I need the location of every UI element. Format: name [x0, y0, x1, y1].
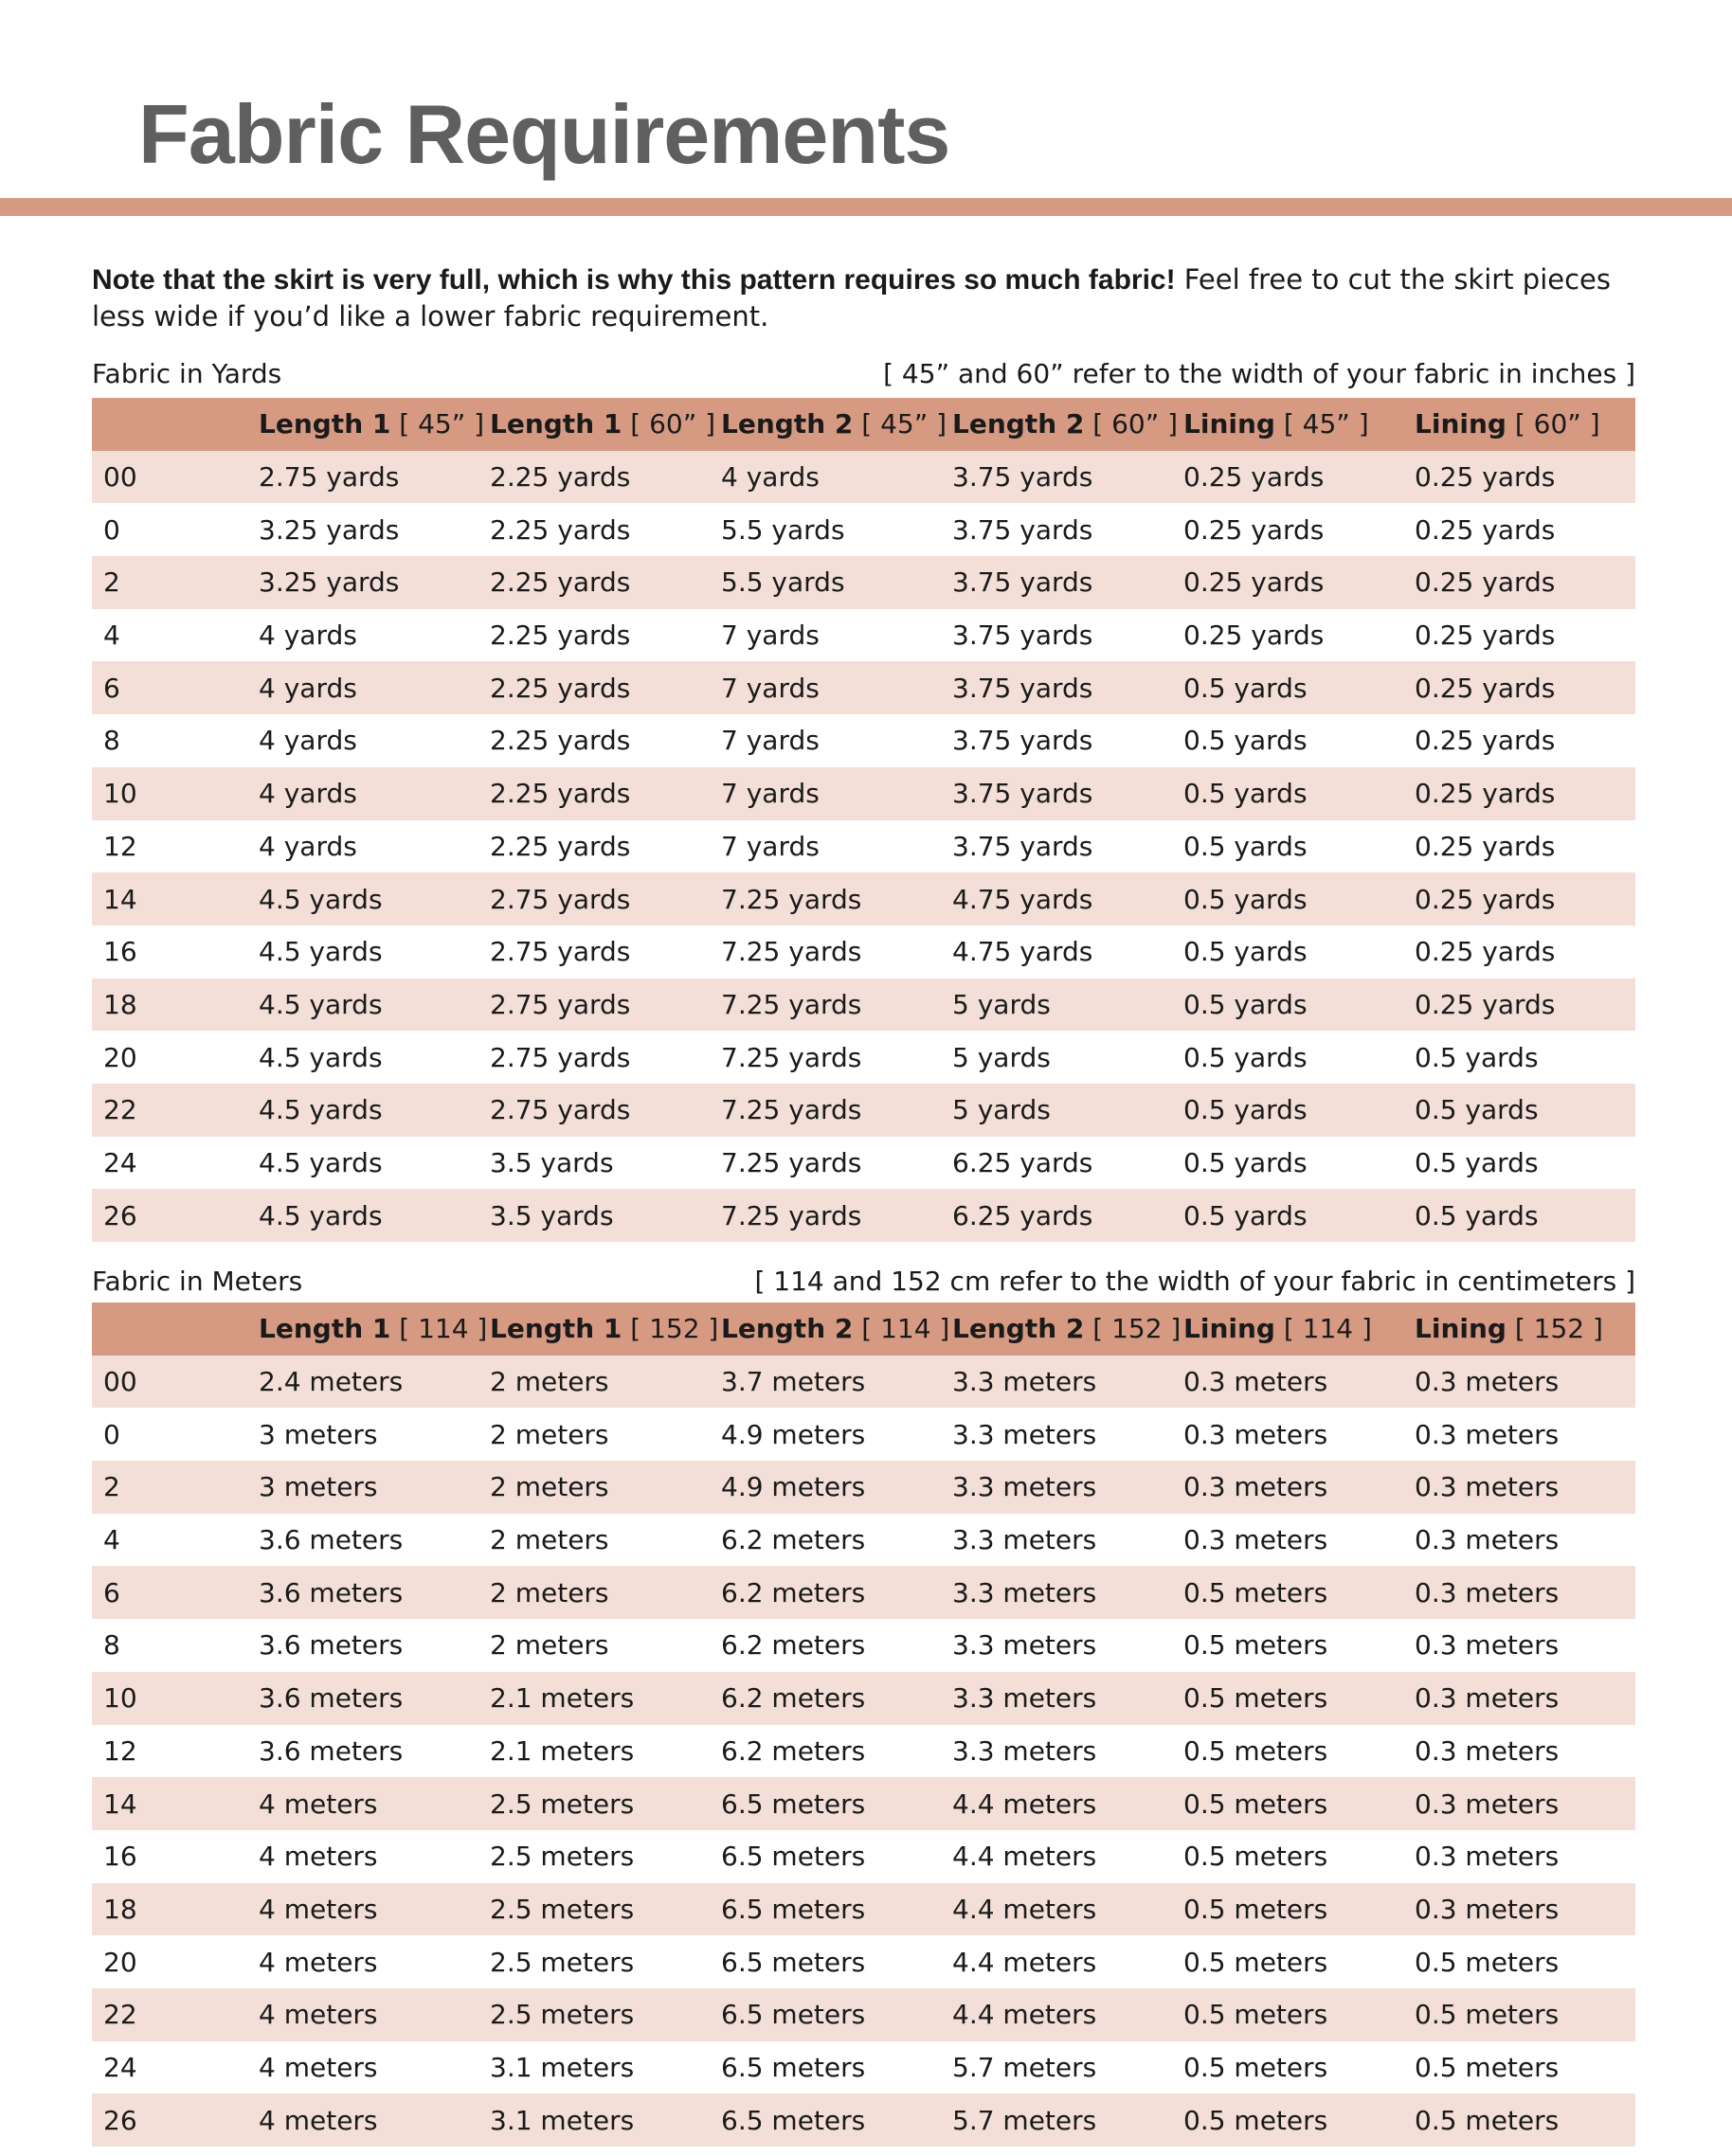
- table-row: [92, 979, 1635, 1032]
- size-cell: 8: [103, 1629, 120, 1662]
- column-header-label: Lining: [1415, 1313, 1506, 1345]
- table-cell: 4 meters: [259, 1841, 378, 1873]
- table-cell: 4.5 yards: [259, 936, 383, 968]
- yards-caption-title: Fabric in Yards: [92, 357, 282, 389]
- table-cell: 0.25 yards: [1415, 725, 1556, 757]
- table-cell: 2.4 meters: [259, 1366, 404, 1398]
- table-cell: 3.25 yards: [259, 513, 400, 546]
- page-title: Fabric Requirements: [138, 87, 950, 181]
- table-cell: 0.5 meters: [1415, 2051, 1560, 2083]
- table-cell: 0.3 meters: [1415, 1682, 1560, 1715]
- table-cell: 2 meters: [490, 1524, 609, 1556]
- table-cell: 2 meters: [490, 1418, 609, 1450]
- column-header-width: [ 114 ]: [1274, 1313, 1372, 1345]
- table-row: [92, 1408, 1635, 1461]
- column-header: [1183, 398, 1415, 451]
- fabric-note: [92, 261, 1646, 334]
- table-row: [92, 1461, 1635, 1514]
- table-cell: 0.25 yards: [1415, 830, 1556, 862]
- table-cell: 6.5 meters: [721, 1788, 866, 1820]
- table-cell: 5.5 yards: [721, 566, 845, 599]
- table-cell: 2 meters: [490, 1471, 609, 1503]
- table-cell: 4.4 meters: [952, 1893, 1097, 1925]
- size-cell: 12: [103, 830, 137, 862]
- table-cell: 0.25 yards: [1415, 513, 1556, 546]
- column-header: [721, 1303, 952, 1356]
- size-cell: 14: [103, 883, 137, 915]
- table-cell: 2.25 yards: [490, 566, 631, 599]
- table-cell: 0.3 meters: [1415, 1734, 1560, 1767]
- table-cell: 0.5 meters: [1183, 1841, 1328, 1873]
- fabric-note-text: Feel free to cut the skirt pieces less wide if you’d like a lower fabric requirement.: [92, 263, 1611, 332]
- table-row: [92, 820, 1635, 873]
- table-cell: 3.75 yards: [952, 566, 1093, 599]
- column-header-label: Length 1: [490, 408, 622, 440]
- size-cell: 20: [103, 1946, 137, 1978]
- table-cell: 2.25 yards: [490, 830, 631, 862]
- table-cell: 4 yards: [259, 830, 357, 862]
- size-cell: 8: [103, 725, 120, 757]
- table-cell: 3.75 yards: [952, 513, 1093, 546]
- table-cell: 2.1 meters: [490, 1682, 635, 1715]
- table-row: [92, 1189, 1635, 1242]
- table-cell: 0.25 yards: [1415, 988, 1556, 1020]
- table-cell: 0.3 meters: [1415, 1841, 1560, 1873]
- table-cell: 4.9 meters: [721, 1418, 866, 1450]
- table-cell: 3.3 meters: [952, 1682, 1097, 1715]
- table-row: [92, 2041, 1635, 2094]
- table-cell: 0.5 yards: [1183, 1199, 1308, 1231]
- table-cell: 0.3 meters: [1415, 1629, 1560, 1662]
- table-cell: 4 meters: [259, 2104, 378, 2136]
- table-cell: 0.5 meters: [1183, 1999, 1328, 2031]
- column-header-width: [ 45” ]: [390, 408, 485, 440]
- column-header: [952, 398, 1183, 451]
- table-cell: 7.25 yards: [721, 1094, 862, 1126]
- table-cell: 0.25 yards: [1415, 620, 1556, 652]
- table-cell: 3.75 yards: [952, 830, 1093, 862]
- table-cell: 3.75 yards: [952, 672, 1093, 704]
- table-cell: 5.7 meters: [952, 2051, 1097, 2083]
- table-cell: 6.5 meters: [721, 1999, 866, 2031]
- table-cell: 0.5 yards: [1183, 1094, 1308, 1126]
- table-cell: 3.1 meters: [490, 2051, 635, 2083]
- size-cell: 26: [103, 2104, 137, 2136]
- table-cell: 2.75 yards: [259, 461, 400, 494]
- table-cell: 0.5 yards: [1183, 672, 1308, 704]
- table-cell: 7.25 yards: [721, 1199, 862, 1231]
- table-cell: 0.25 yards: [1415, 883, 1556, 915]
- table-cell: 7.25 yards: [721, 936, 862, 968]
- table-cell: 3.75 yards: [952, 725, 1093, 757]
- table-cell: 3.3 meters: [952, 1524, 1097, 1556]
- table-cell: 0.5 yards: [1183, 883, 1308, 915]
- size-cell: 0: [103, 1418, 120, 1450]
- table-cell: 4.5 yards: [259, 1041, 383, 1073]
- column-header-width: [ 60” ]: [622, 408, 716, 440]
- table-cell: 0.25 yards: [1183, 566, 1325, 599]
- table-cell: 3.3 meters: [952, 1366, 1097, 1398]
- table-cell: 2.75 yards: [490, 883, 631, 915]
- size-cell: 26: [103, 1199, 137, 1231]
- column-header: [490, 398, 721, 451]
- size-column-header: [92, 398, 259, 451]
- table-cell: 2.25 yards: [490, 620, 631, 652]
- table-cell: 0.25 yards: [1183, 513, 1325, 546]
- table-cell: 0.5 yards: [1183, 1041, 1308, 1073]
- table-cell: 3 meters: [259, 1418, 378, 1450]
- yards-caption: [92, 355, 1635, 391]
- table-cell: 4.4 meters: [952, 1841, 1097, 1873]
- table-cell: 4 yards: [259, 778, 357, 810]
- table-row: [92, 714, 1635, 767]
- table-row: [92, 767, 1635, 820]
- size-cell: 14: [103, 1788, 137, 1820]
- column-header: [1183, 1303, 1415, 1356]
- table-cell: 5 yards: [952, 988, 1051, 1020]
- table-row: [92, 1883, 1635, 1936]
- column-header-label: Length 1: [490, 1313, 622, 1345]
- table-cell: 0.5 yards: [1415, 1094, 1539, 1126]
- table-cell: 0.3 meters: [1183, 1418, 1328, 1450]
- table-cell: 0.25 yards: [1415, 778, 1556, 810]
- table-cell: 3.75 yards: [952, 620, 1093, 652]
- table-cell: 7.25 yards: [721, 1041, 862, 1073]
- table-cell: 0.5 meters: [1183, 1946, 1328, 1978]
- table-cell: 3.6 meters: [259, 1576, 404, 1608]
- table-cell: 0.5 yards: [1183, 936, 1308, 968]
- table-cell: 3.7 meters: [721, 1366, 866, 1398]
- column-header-width: [ 60” ]: [1506, 408, 1600, 440]
- table-cell: 6.25 yards: [952, 1146, 1093, 1178]
- table-cell: 0.3 meters: [1415, 1418, 1560, 1450]
- fabric-note-emphasis: Note that the skirt is very full, which is why this pattern requires so much fabric!: [92, 264, 1176, 296]
- size-cell: 4: [103, 1524, 120, 1556]
- table-cell: 0.3 meters: [1415, 1366, 1560, 1398]
- table-cell: 4 meters: [259, 2051, 378, 2083]
- table-cell: 0.5 meters: [1183, 2051, 1328, 2083]
- meters-caption-title: Fabric in Meters: [92, 1265, 303, 1297]
- table-row: [92, 1777, 1635, 1830]
- table-cell: 4 yards: [259, 620, 357, 652]
- size-cell: 18: [103, 1893, 137, 1925]
- size-cell: 24: [103, 1146, 137, 1178]
- title-divider: [0, 198, 1732, 216]
- table-cell: 0.5 yards: [1183, 725, 1308, 757]
- meters-caption: [92, 1263, 1635, 1299]
- column-header-label: Lining: [1183, 408, 1275, 440]
- table-cell: 6.5 meters: [721, 2051, 866, 2083]
- table-cell: 0.5 meters: [1415, 1946, 1560, 1978]
- table-cell: 2.75 yards: [490, 1041, 631, 1073]
- table-cell: 5.5 yards: [721, 513, 845, 546]
- table-cell: 0.25 yards: [1415, 461, 1556, 494]
- table-row: [92, 1988, 1635, 2041]
- table-cell: 6.25 yards: [952, 1199, 1093, 1231]
- table-cell: 4 meters: [259, 1893, 378, 1925]
- column-header: [259, 1303, 490, 1356]
- table-row: [92, 1566, 1635, 1619]
- column-header-width: [ 152 ]: [1084, 1313, 1182, 1345]
- table-cell: 0.25 yards: [1415, 936, 1556, 968]
- table-cell: 6.2 meters: [721, 1682, 866, 1715]
- table-row: [92, 503, 1635, 556]
- table-cell: 4 yards: [259, 725, 357, 757]
- table-cell: 6.5 meters: [721, 1893, 866, 1925]
- table-cell: 0.5 meters: [1183, 1893, 1328, 1925]
- table-cell: 2 meters: [490, 1629, 609, 1662]
- table-row: [92, 451, 1635, 504]
- table-row: [92, 2093, 1635, 2147]
- table-cell: 0.3 meters: [1183, 1471, 1328, 1503]
- table-cell: 2.25 yards: [490, 461, 631, 494]
- table-cell: 0.25 yards: [1415, 566, 1556, 599]
- table-cell: 6.2 meters: [721, 1734, 866, 1767]
- table-cell: 0.5 yards: [1415, 1199, 1539, 1231]
- table-cell: 0.25 yards: [1183, 461, 1325, 494]
- table-cell: 6.5 meters: [721, 1841, 866, 1873]
- table-row: [92, 1619, 1635, 1672]
- column-header-label: Length 1: [259, 1313, 391, 1345]
- table-cell: 4 yards: [721, 461, 820, 494]
- table-cell: 0.5 yards: [1415, 1146, 1539, 1178]
- table-cell: 0.5 yards: [1415, 1041, 1539, 1073]
- table-row: [92, 872, 1635, 925]
- table-cell: 2.25 yards: [490, 778, 631, 810]
- column-header-width: [ 45” ]: [853, 408, 947, 440]
- meters-table: [92, 1303, 1635, 2147]
- table-cell: 2 meters: [490, 1576, 609, 1608]
- table-cell: 0.5 meters: [1183, 1629, 1328, 1662]
- column-header: [1415, 398, 1635, 451]
- table-cell: 7 yards: [721, 725, 820, 757]
- column-header-label: Length 1: [259, 408, 391, 440]
- table-cell: 5 yards: [952, 1041, 1051, 1073]
- table-cell: 2.5 meters: [490, 1999, 635, 2031]
- meters-caption-width-note: [ 114 and 152 cm refer to the width of your fabric in centimeters ]: [754, 1265, 1635, 1297]
- table-cell: 2.75 yards: [490, 988, 631, 1020]
- table-cell: 3.75 yards: [952, 461, 1093, 494]
- table-cell: 5 yards: [952, 1094, 1051, 1126]
- table-cell: 0.3 meters: [1415, 1893, 1560, 1925]
- table-cell: 7 yards: [721, 830, 820, 862]
- size-cell: 6: [103, 672, 120, 704]
- table-cell: 0.5 meters: [1183, 1682, 1328, 1715]
- size-cell: 22: [103, 1094, 137, 1126]
- table-cell: 6.5 meters: [721, 2104, 866, 2136]
- table-cell: 5.7 meters: [952, 2104, 1097, 2136]
- column-header: [721, 398, 952, 451]
- column-header-label: Length 2: [721, 408, 854, 440]
- table-cell: 0.25 yards: [1183, 620, 1325, 652]
- table-row: [92, 925, 1635, 979]
- table-cell: 7 yards: [721, 672, 820, 704]
- table-cell: 4.5 yards: [259, 1146, 383, 1178]
- yards-table: [92, 398, 1635, 1242]
- table-row: [92, 1830, 1635, 1883]
- size-cell: 4: [103, 620, 120, 652]
- column-header: [490, 1303, 721, 1356]
- column-header-width: [ 152 ]: [622, 1313, 719, 1345]
- size-cell: 00: [103, 1366, 137, 1398]
- table-cell: 7 yards: [721, 620, 820, 652]
- table-cell: 3.3 meters: [952, 1576, 1097, 1608]
- table-cell: 4.9 meters: [721, 1471, 866, 1503]
- table-cell: 3.1 meters: [490, 2104, 635, 2136]
- table-cell: 4.4 meters: [952, 1999, 1097, 2031]
- table-cell: 0.5 meters: [1183, 1734, 1328, 1767]
- column-header: [1415, 1303, 1635, 1356]
- table-cell: 3.75 yards: [952, 778, 1093, 810]
- size-cell: 16: [103, 1841, 137, 1873]
- size-cell: 2: [103, 1471, 120, 1503]
- table-header-row: [92, 398, 1635, 451]
- table-cell: 4.4 meters: [952, 1788, 1097, 1820]
- table-cell: 0.3 meters: [1415, 1576, 1560, 1608]
- column-header-width: [ 152 ]: [1506, 1313, 1603, 1345]
- table-cell: 0.5 meters: [1183, 1576, 1328, 1608]
- column-header-label: Lining: [1183, 1313, 1275, 1345]
- table-cell: 2.5 meters: [490, 1893, 635, 1925]
- table-cell: 0.5 yards: [1183, 988, 1308, 1020]
- column-header-label: Lining: [1415, 408, 1506, 440]
- column-header-width: [ 114 ]: [853, 1313, 950, 1345]
- column-header-width: [ 114 ]: [390, 1313, 488, 1345]
- table-cell: 2.5 meters: [490, 1841, 635, 1873]
- table-cell: 4 meters: [259, 1999, 378, 2031]
- table-cell: 3.5 yards: [490, 1146, 614, 1178]
- table-cell: 7 yards: [721, 778, 820, 810]
- table-cell: 0.5 meters: [1183, 2104, 1328, 2136]
- size-cell: 12: [103, 1734, 137, 1767]
- column-header-width: [ 45” ]: [1274, 408, 1369, 440]
- table-cell: 4.5 yards: [259, 1199, 383, 1231]
- table-cell: 7.25 yards: [721, 988, 862, 1020]
- table-cell: 3.6 meters: [259, 1524, 404, 1556]
- size-cell: 10: [103, 1682, 137, 1715]
- table-cell: 0.3 meters: [1415, 1788, 1560, 1820]
- table-cell: 3.25 yards: [259, 566, 400, 599]
- table-cell: 0.5 meters: [1415, 2104, 1560, 2136]
- column-header: [952, 1303, 1183, 1356]
- size-cell: 00: [103, 461, 137, 494]
- size-cell: 20: [103, 1041, 137, 1073]
- table-cell: 7.25 yards: [721, 1146, 862, 1178]
- table-row: [92, 1084, 1635, 1137]
- column-header: [259, 398, 490, 451]
- size-cell: 10: [103, 778, 137, 810]
- column-header-label: Length 2: [721, 1313, 854, 1345]
- table-row: [92, 609, 1635, 662]
- yards-caption-width-note: [ 45” and 60” refer to the width of your fabric in inches ]: [883, 357, 1635, 389]
- table-header-row: [92, 1303, 1635, 1356]
- table-cell: 3.3 meters: [952, 1418, 1097, 1450]
- table-cell: 4 meters: [259, 1946, 378, 1978]
- table-row: [92, 661, 1635, 714]
- table-cell: 2.75 yards: [490, 936, 631, 968]
- table-cell: 6.2 meters: [721, 1524, 866, 1556]
- table-cell: 0.25 yards: [1415, 672, 1556, 704]
- table-cell: 3.6 meters: [259, 1629, 404, 1662]
- table-cell: 6.5 meters: [721, 1946, 866, 1978]
- table-cell: 2.25 yards: [490, 725, 631, 757]
- table-cell: 3.6 meters: [259, 1734, 404, 1767]
- table-cell: 3.3 meters: [952, 1471, 1097, 1503]
- table-row: [92, 1935, 1635, 1988]
- table-row: [92, 1672, 1635, 1725]
- table-cell: 0.3 meters: [1183, 1366, 1328, 1398]
- table-cell: 3.6 meters: [259, 1682, 404, 1715]
- table-cell: 2.25 yards: [490, 513, 631, 546]
- table-cell: 0.3 meters: [1415, 1524, 1560, 1556]
- table-cell: 0.5 yards: [1183, 1146, 1308, 1178]
- size-cell: 2: [103, 566, 120, 599]
- table-cell: 3.5 yards: [490, 1199, 614, 1231]
- table-cell: 4.75 yards: [952, 936, 1093, 968]
- table-cell: 3.3 meters: [952, 1734, 1097, 1767]
- table-cell: 4.5 yards: [259, 988, 383, 1020]
- size-cell: 18: [103, 988, 137, 1020]
- table-cell: 0.5 meters: [1183, 1788, 1328, 1820]
- size-cell: 16: [103, 936, 137, 968]
- table-cell: 7.25 yards: [721, 883, 862, 915]
- table-cell: 2.25 yards: [490, 672, 631, 704]
- size-cell: 6: [103, 1576, 120, 1608]
- table-cell: 2.75 yards: [490, 1094, 631, 1126]
- table-cell: 6.2 meters: [721, 1629, 866, 1662]
- table-cell: 0.5 meters: [1415, 1999, 1560, 2031]
- size-column-header: [92, 1303, 259, 1356]
- column-header-width: [ 60” ]: [1084, 408, 1179, 440]
- table-row: [92, 1356, 1635, 1409]
- table-row: [92, 1725, 1635, 1778]
- table-cell: 0.3 meters: [1415, 1471, 1560, 1503]
- size-cell: 22: [103, 1999, 137, 2031]
- table-row: [92, 1031, 1635, 1084]
- table-cell: 4 yards: [259, 672, 357, 704]
- table-cell: 2 meters: [490, 1366, 609, 1398]
- table-cell: 0.5 yards: [1183, 778, 1308, 810]
- size-cell: 24: [103, 2051, 137, 2083]
- table-row: [92, 1137, 1635, 1190]
- table-cell: 3 meters: [259, 1471, 378, 1503]
- table-cell: 4.5 yards: [259, 883, 383, 915]
- table-row: [92, 556, 1635, 609]
- table-cell: 4.4 meters: [952, 1946, 1097, 1978]
- table-cell: 6.2 meters: [721, 1576, 866, 1608]
- table-cell: 4.5 yards: [259, 1094, 383, 1126]
- table-row: [92, 1514, 1635, 1567]
- table-cell: 0.3 meters: [1183, 1524, 1328, 1556]
- column-header-label: Length 2: [952, 408, 1085, 440]
- table-cell: 0.5 yards: [1183, 830, 1308, 862]
- column-header-label: Length 2: [952, 1313, 1085, 1345]
- table-cell: 2.1 meters: [490, 1734, 635, 1767]
- table-cell: 4 meters: [259, 1788, 378, 1820]
- table-cell: 3.3 meters: [952, 1629, 1097, 1662]
- size-cell: 0: [103, 513, 120, 546]
- table-cell: 4.75 yards: [952, 883, 1093, 915]
- table-cell: 2.5 meters: [490, 1788, 635, 1820]
- table-cell: 2.5 meters: [490, 1946, 635, 1978]
